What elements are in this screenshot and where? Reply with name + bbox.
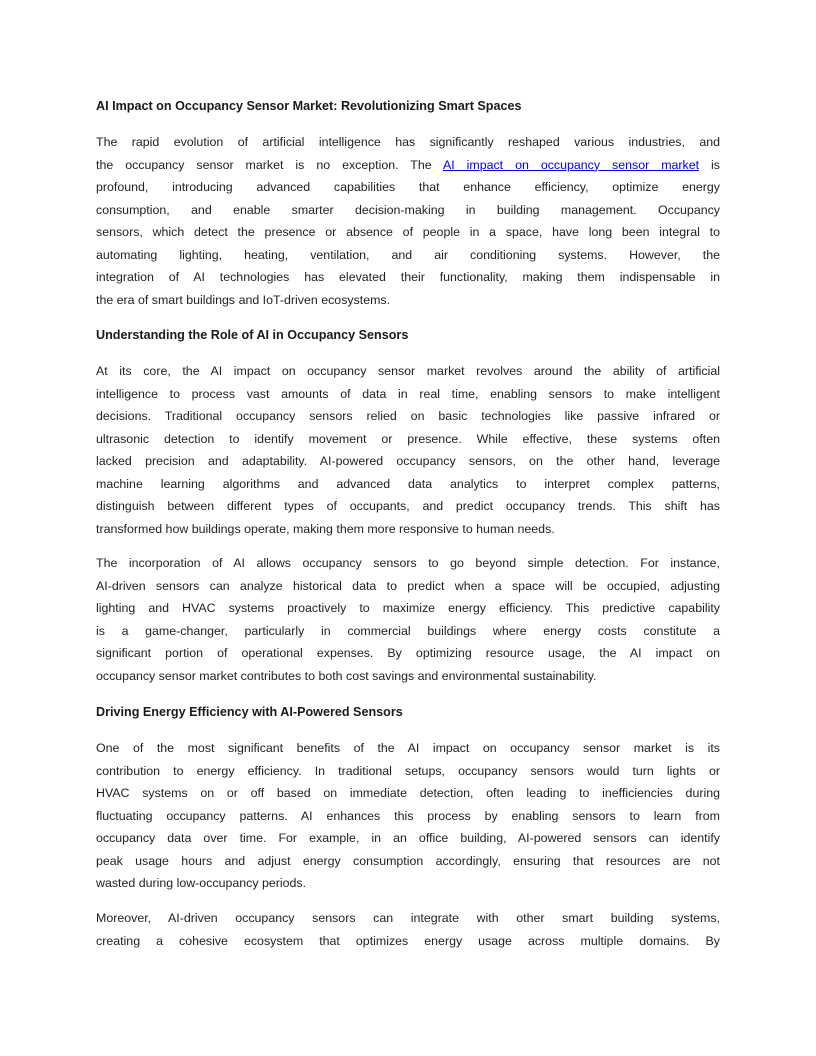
text-line: HVAC systems on or off based on immediate detection, often leading to inefficiencies during (96, 786, 720, 800)
text-line: sensors, which detect the presence or absence of people in a space, have long been integral to (96, 225, 720, 239)
section-heading-energy: Driving Energy Efficiency with AI-Powered Sensors (96, 705, 403, 719)
text-line: significant portion of operational expenses. By optimizing resource usage, the AI impact on (96, 646, 720, 660)
text-line: is a game-changer, particularly in commercial buildings where energy costs constitute a (96, 623, 720, 638)
text-line: At its core, the AI impact on occupancy sensor market revolves around the ability of artificial (96, 364, 720, 378)
document-title: AI Impact on Occupancy Sensor Market: Revolutionizing Smart Spaces (96, 99, 522, 113)
text-line: The rapid evolution of artificial intelligence has significantly reshaped various industries, and (96, 135, 720, 149)
text-line: profound, introducing advanced capabilities that enhance efficiency, optimize energy (96, 180, 720, 194)
text-line: peak usage hours and adjust energy consumption accordingly, ensuring that resources are not (96, 853, 720, 868)
text-line: One of the most significant benefits of the AI impact on occupancy sensor market is its (96, 741, 720, 755)
text-line: the era of smart buildings and IoT-driven ecosystems. (96, 292, 391, 307)
text: is (699, 157, 720, 172)
text-line-with-link (96, 154, 720, 177)
text-line: integration of AI technologies has elevated their functionality, making them indispensable in (96, 270, 720, 284)
text-line: The incorporation of AI allows occupancy sensors to go beyond simple detection. For instance, (96, 556, 720, 570)
paragraph-role (96, 360, 720, 540)
text-line: distinguish between different types of occupants, and predict occupancy trends. This shift has (96, 499, 720, 513)
section-heading-role: Understanding the Role of AI in Occupancy Sensors (96, 328, 409, 342)
paragraph-energy (96, 737, 720, 895)
text-line: contribution to energy efficiency. In traditional setups, occupancy sensors would turn lights or (96, 763, 720, 778)
text: the occupancy sensor market is no exception. The (96, 157, 443, 172)
text-line: ultrasonic detection to identify movement or presence. While effective, these systems often (96, 431, 720, 446)
paragraph-incorporation (96, 552, 720, 687)
text-line: AI-driven sensors can analyze historical data to predict when a space will be occupied, adjusting (96, 578, 720, 593)
text-line: lacked precision and adaptability. AI-powered occupancy sensors, on the other hand, leverage (96, 454, 720, 468)
text-line: Moreover, AI-driven occupancy sensors can integrate with other smart building systems, (96, 911, 720, 925)
text-line: lighting and HVAC systems proactively to maximize energy efficiency. This predictive capability (96, 601, 720, 615)
text-line: wasted during low-occupancy periods. (96, 876, 307, 890)
text-line: consumption, and enable smarter decision-making in building management. Occupancy (96, 202, 720, 217)
text-line: machine learning algorithms and advanced data analytics to interpret complex patterns, (96, 476, 720, 491)
text-line: occupancy data over time. For example, in an office building, AI-powered sensors can identify (96, 831, 720, 845)
market-link[interactable]: AI impact on occupancy sensor market (442, 157, 700, 172)
paragraph-intro (96, 131, 720, 311)
text-line: intelligence to process vast amounts of data in real time, enabling sensors to make intelligent (96, 386, 720, 401)
text-line: decisions. Traditional occupancy sensors relied on basic technologies like passive infrared or (96, 409, 720, 423)
text-line: automating lighting, heating, ventilation, and air conditioning systems. However, the (96, 247, 720, 262)
text-line: occupancy sensor market contributes to both cost savings and environmental sustainability. (96, 668, 597, 683)
text-line: fluctuating occupancy patterns. AI enhances this process by enabling sensors to learn from (96, 808, 720, 823)
text-line: transformed how buildings operate, making them more responsive to human needs. (96, 521, 555, 536)
paragraph-moreover (96, 907, 720, 952)
text-line: creating a cohesive ecosystem that optimizes energy usage across multiple domains. By (96, 933, 720, 948)
